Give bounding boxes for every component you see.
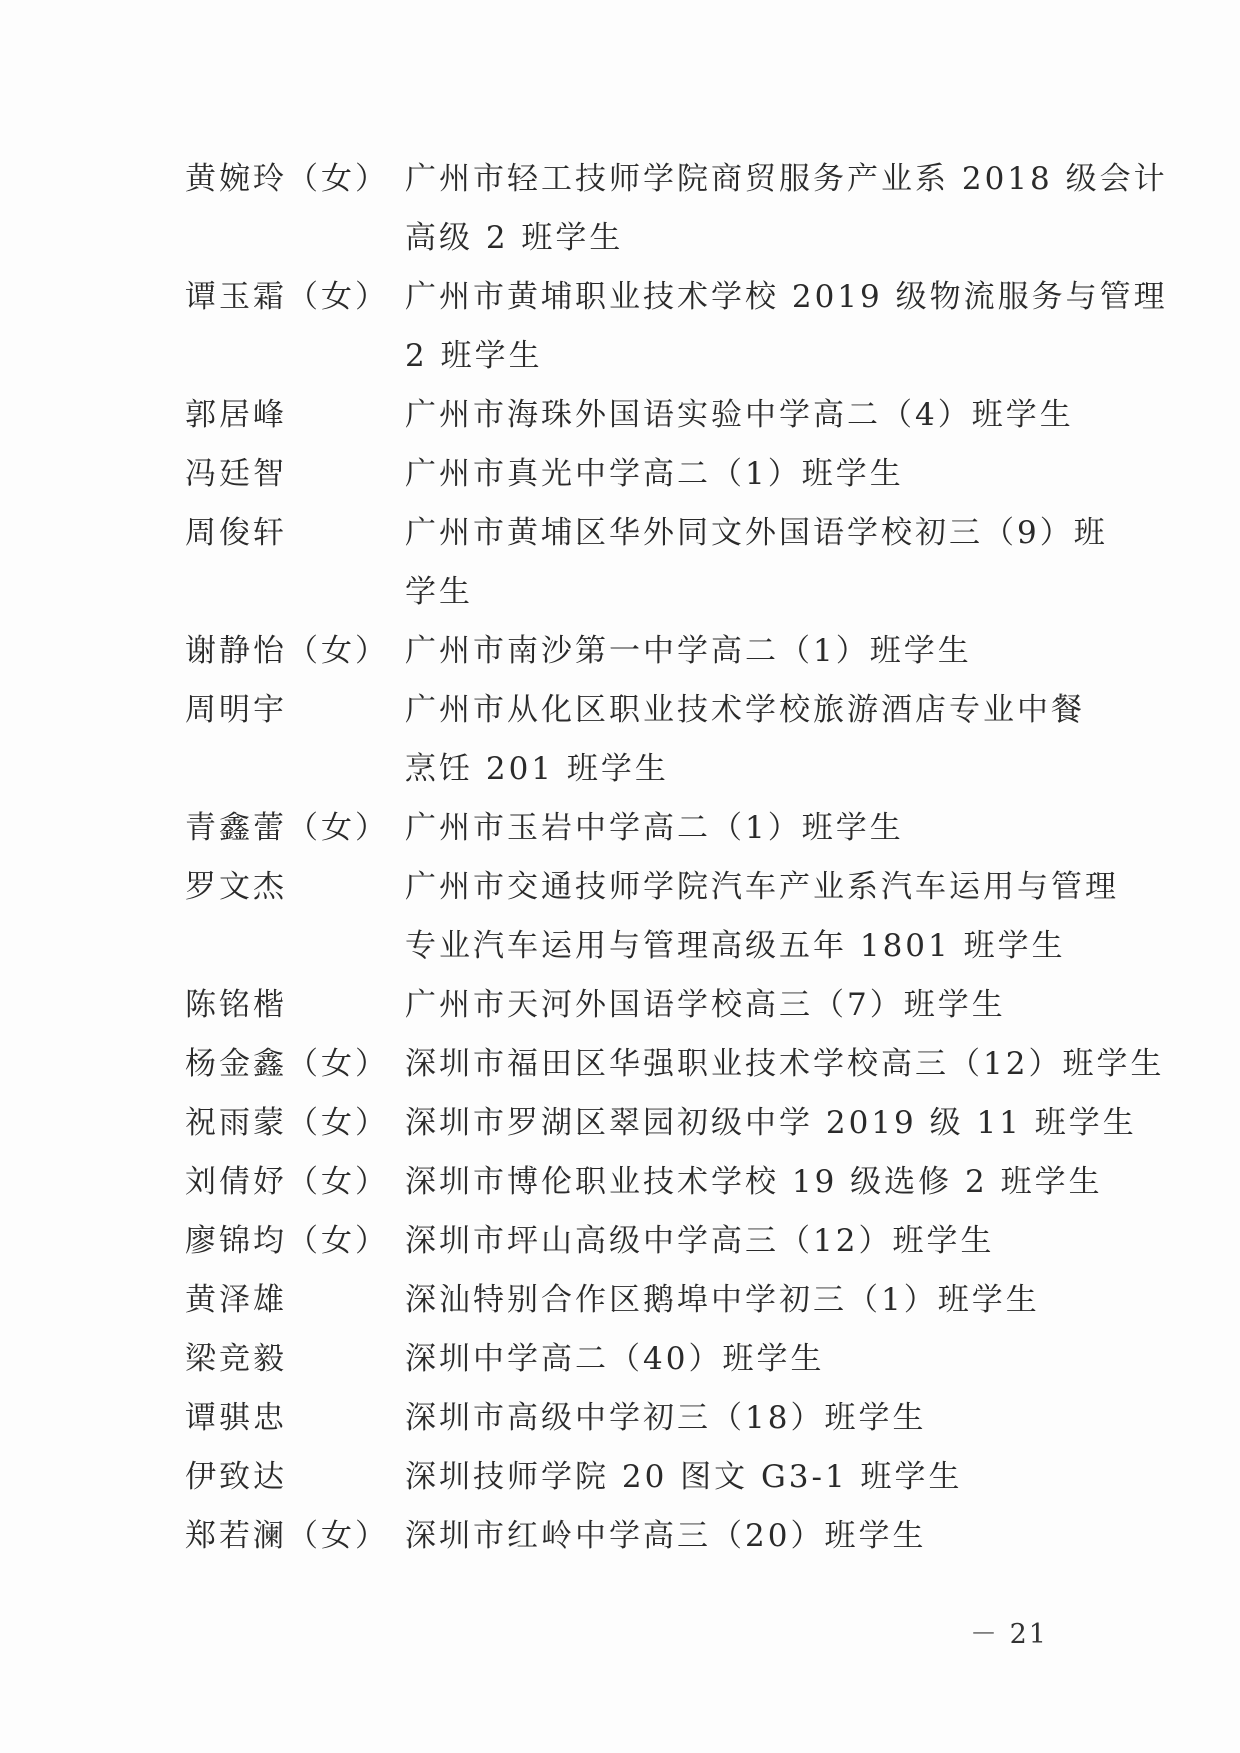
- student-list: [185, 150, 1168, 1566]
- affiliation-line: 深圳中学高二（40）班学生: [405, 1341, 825, 1377]
- list-item: [185, 1153, 1135, 1212]
- list-item: [185, 445, 1135, 504]
- student-affiliation: [405, 1389, 1135, 1448]
- student-name: 谢静怡（女）: [185, 633, 389, 669]
- student-name: 廖锦均（女）: [185, 1223, 389, 1259]
- affiliation-line: 广州市海珠外国语实验中学高二（4）班学生: [405, 397, 1074, 433]
- affiliation-line: 深圳市高级中学初三（18）班学生: [405, 1400, 927, 1436]
- student-name: 罗文杰: [185, 869, 287, 905]
- affiliation-line: 深圳市红岭中学高三（20）班学生: [405, 1518, 927, 1554]
- student-affiliation: [405, 976, 1135, 1035]
- student-name: 伊致达: [185, 1459, 287, 1495]
- student-affiliation: [405, 1153, 1135, 1212]
- list-item: [185, 622, 1135, 681]
- student-name: 周俊轩: [185, 515, 287, 551]
- student-affiliation: [405, 1035, 1165, 1094]
- affiliation-line: 2 班学生: [405, 338, 543, 374]
- affiliation-line: 深圳市坪山高级中学高三（12）班学生: [405, 1223, 995, 1259]
- list-item: [185, 504, 1135, 622]
- list-item: [185, 1035, 1165, 1094]
- list-item: [185, 150, 1168, 268]
- student-affiliation: [405, 268, 1168, 386]
- student-affiliation: [405, 1448, 1135, 1507]
- student-affiliation: [405, 386, 1135, 445]
- list-item: [185, 268, 1168, 386]
- student-affiliation: [405, 681, 1135, 799]
- affiliation-line: 广州市从化区职业技术学校旅游酒店专业中餐: [405, 692, 1085, 728]
- affiliation-line: 烹饪 201 班学生: [405, 751, 669, 787]
- student-name: 黄婉玲（女）: [185, 161, 389, 197]
- affiliation-line: 广州市玉岩中学高二（1）班学生: [405, 810, 904, 846]
- affiliation-line: 学生: [405, 574, 473, 610]
- student-name: 黄泽雄: [185, 1282, 287, 1318]
- affiliation-line: 深圳市福田区华强职业技术学校高三（12）班学生: [405, 1046, 1165, 1082]
- student-affiliation: [405, 504, 1135, 622]
- affiliation-line: 深圳技师学院 20 图文 G3-1 班学生: [405, 1459, 963, 1495]
- student-affiliation: [405, 622, 1135, 681]
- list-item: [185, 1212, 1135, 1271]
- affiliation-line: 广州市黄埔区华外同文外国语学校初三（9）班: [405, 515, 1108, 551]
- list-item: [185, 1330, 1135, 1389]
- student-affiliation: [405, 150, 1168, 268]
- student-affiliation: [405, 1212, 1135, 1271]
- student-affiliation: [405, 858, 1135, 976]
- student-name: 祝雨蒙（女）: [185, 1105, 389, 1141]
- list-item: [185, 858, 1135, 976]
- affiliation-line: 广州市轻工技师学院商贸服务产业系 2018 级会计: [405, 161, 1168, 197]
- affiliation-line: 深圳市罗湖区翠园初级中学 2019 级 11 班学生: [405, 1105, 1137, 1141]
- student-name: 陈铭楷: [185, 987, 287, 1023]
- affiliation-line: 高级 2 班学生: [405, 220, 624, 256]
- list-item: [185, 681, 1135, 799]
- student-name: 郭居峰: [185, 397, 287, 433]
- student-affiliation: [405, 1271, 1135, 1330]
- list-item: [185, 1389, 1135, 1448]
- affiliation-line: 专业汽车运用与管理高级五年 1801 班学生: [405, 928, 1066, 964]
- student-affiliation: [405, 1094, 1135, 1153]
- student-name: 周明宇: [185, 692, 287, 728]
- affiliation-line: 广州市黄埔职业技术学校 2019 级物流服务与管理: [405, 279, 1168, 315]
- list-item: [185, 1271, 1135, 1330]
- affiliation-line: 深汕特别合作区鹅埠中学初三（1）班学生: [405, 1282, 1040, 1318]
- affiliation-line: 深圳市博伦职业技术学校 19 级选修 2 班学生: [405, 1164, 1103, 1200]
- page-number: － 21: [970, 1619, 1048, 1650]
- student-name: 谭骐忠: [185, 1400, 287, 1436]
- student-affiliation: [405, 1330, 1135, 1389]
- list-item: [185, 1094, 1135, 1153]
- student-name: 青鑫蕾（女）: [185, 810, 389, 846]
- student-name: 杨金鑫（女）: [185, 1046, 389, 1082]
- affiliation-line: 广州市真光中学高二（1）班学生: [405, 456, 904, 492]
- affiliation-line: 广州市天河外国语学校高三（7）班学生: [405, 987, 1006, 1023]
- affiliation-line: 广州市南沙第一中学高二（1）班学生: [405, 633, 972, 669]
- student-name: 梁竞毅: [185, 1341, 287, 1377]
- student-affiliation: [405, 1507, 1135, 1566]
- list-item: [185, 1448, 1135, 1507]
- list-item: [185, 1507, 1135, 1566]
- list-item: [185, 976, 1135, 1035]
- student-name: 谭玉霜（女）: [185, 279, 389, 315]
- student-affiliation: [405, 799, 1135, 858]
- student-name: 郑若澜（女）: [185, 1518, 389, 1554]
- student-name: 刘倩妤（女）: [185, 1164, 389, 1200]
- list-item: [185, 386, 1135, 445]
- list-item: [185, 799, 1135, 858]
- affiliation-line: 广州市交通技师学院汽车产业系汽车运用与管理: [405, 869, 1119, 905]
- student-name: 冯廷智: [185, 456, 287, 492]
- student-affiliation: [405, 445, 1135, 504]
